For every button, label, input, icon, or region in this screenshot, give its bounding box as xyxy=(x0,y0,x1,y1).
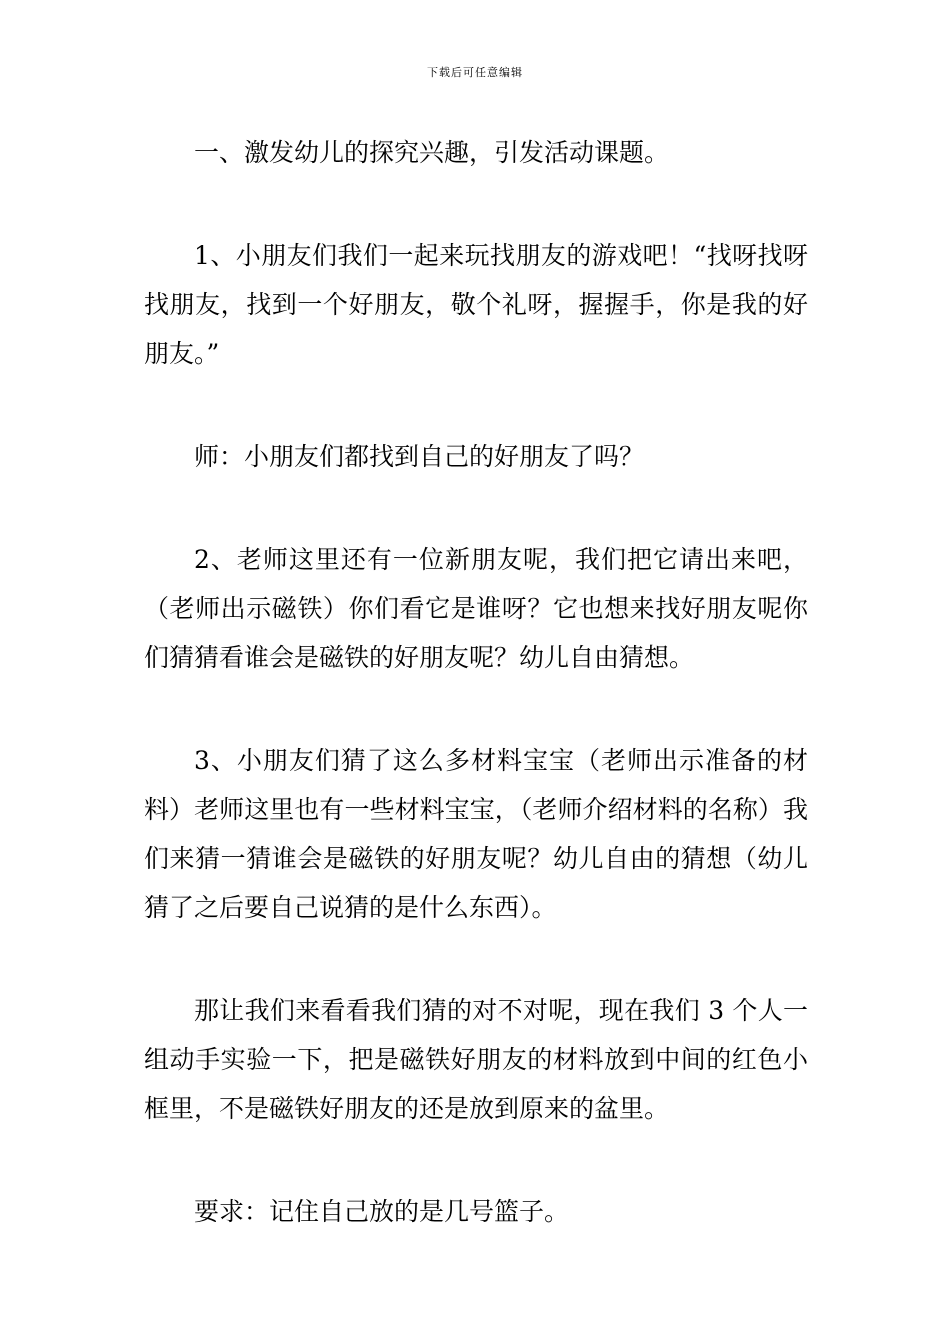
document-body xyxy=(144,128,808,1290)
paragraph-section-heading: 一、激发幼儿的探究兴趣，引发活动课题。 xyxy=(194,138,670,167)
paragraph-step-3: 3、小朋友们猜了这么多材料宝宝（老师出示准备的材料）老师这里也有一些材料宝宝，（老师介绍材料的名称）我们来猜一猜谁会是磁铁的好朋友呢？幼儿自由的猜想（幼儿猜了之后要自己说猜的是什么东西）。 xyxy=(144,746,808,922)
page-header: 下载后可任意编辑 xyxy=(427,66,523,79)
paragraph-step-2: 2、老师这里还有一位新朋友呢，我们把它请出来吧，（老师出示磁铁）你们看它是谁呀？它也想来找好朋友呢你们猜猜看谁会是磁铁的好朋友呢？幼儿自由猜想。 xyxy=(144,545,808,672)
paragraph-step-1: 1、小朋友们我们一起来玩找朋友的游戏吧！“找呀找呀找朋友，找到一个好朋友，敬个礼呀，握握手，你是我的好朋友。” xyxy=(144,241,808,368)
paragraph-requirement: 要求：记住自己放的是几号篮子。 xyxy=(194,1197,570,1226)
paragraph-experiment: 那让我们来看看我们猜的对不对呢，现在我们 3 个人一组动手实验一下，把是磁铁好朋友的材料放到中间的红色小框里，不是磁铁好朋友的还是放到原来的盆里。 xyxy=(144,996,808,1123)
paragraph-teacher-question: 师：小朋友们都找到自己的好朋友了吗？ xyxy=(194,442,645,471)
